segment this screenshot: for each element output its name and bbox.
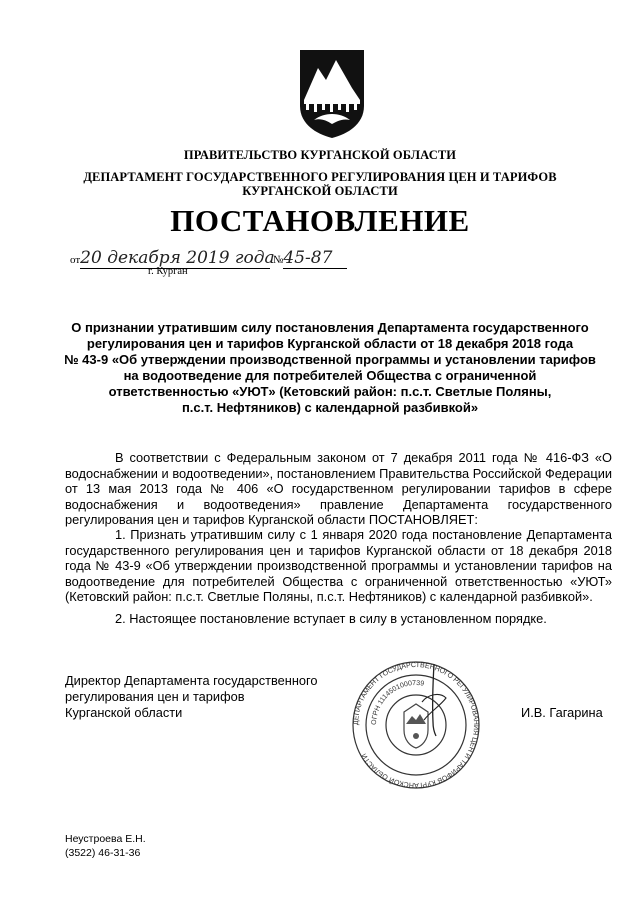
city-label: г. Курган bbox=[148, 266, 188, 277]
position-line: регулирования цен и тарифов bbox=[65, 689, 245, 704]
coat-of-arms-emblem bbox=[296, 48, 368, 140]
government-name: ПРАВИТЕЛЬСТВО КУРГАНСКОЙ ОБЛАСТИ bbox=[183, 148, 457, 162]
date-number-row bbox=[70, 248, 347, 269]
executor-phone: (3522) 46-31-36 bbox=[65, 846, 141, 859]
position-line: Курганской области bbox=[65, 705, 183, 720]
subject-line: п.с.т. Нефтяников) с календарной разбивкой» bbox=[181, 400, 479, 415]
subject-line: на водоотведение для потребителей Общества с ограниченной bbox=[123, 368, 537, 383]
number-label: № bbox=[272, 254, 284, 266]
handwritten-signature bbox=[400, 662, 470, 742]
handwritten-date: 20 декабря 2019 года bbox=[80, 248, 275, 268]
signatory-name: И.В. Гагарина bbox=[521, 705, 603, 720]
stamp-inner-text: ОГРН 1114501000739 bbox=[370, 679, 425, 726]
executor-info bbox=[65, 833, 146, 860]
department-name-line2: КУРГАНСКОЙ ОБЛАСТИ bbox=[242, 184, 398, 198]
subject-line: О признании утратившим силу постановления Департамента государственного bbox=[71, 320, 589, 335]
department-name-line1: ДЕПАРТАМЕНТ ГОСУДАРСТВЕННОГО РЕГУЛИРОВАНИЯ ЦЕН И ТАРИФОВ bbox=[83, 170, 557, 184]
executor-name: Неустроева Е.Н. bbox=[65, 833, 146, 845]
body-paragraph-item-1: 1. Признать утратившим силу с 1 января 2020 года постановление Департамента государственного регулирования цен и тарифов Курганской области от 18 декабря 2018 года № 43-9 «Об утверждении производственной программы и установлении тарифов на водоотведение для потребителей Общества с ограниченной ответственностью «УЮТ» (Кетовский район: п.с.т. Светлые Поляны, п.с.т. Нефтяников) с календарной разбивкой». bbox=[65, 527, 612, 604]
body-paragraph-item-2: 2. Настоящее постановление вступает в силу в установленном порядке. bbox=[115, 611, 547, 626]
document-subject bbox=[50, 320, 610, 416]
position-line: Директор Департамента государственного bbox=[65, 673, 318, 688]
signatory-position bbox=[65, 673, 318, 721]
subject-line: регулирования цен и тарифов Курганской области от 18 декабря 2018 года bbox=[86, 336, 574, 351]
subject-line: № 43-9 «Об утверждении производственной программы и установлении тарифов bbox=[64, 352, 596, 367]
body-paragraph-preamble: В соответствии с Федеральным законом от 7 декабря 2011 года № 416-ФЗ «О водоснабжении и водоотведении», постановлением Правительства Российской Федерации от 13 мая 2013 года № 406 «О государственном регулировании тарифов в сфере водоснабжения и водоотведения» правление Департамента государственного регулирования цен и тарифов Курганской области ПОСТАНОВЛЯЕТ: bbox=[65, 450, 612, 527]
handwritten-number: 45-87 bbox=[283, 248, 333, 268]
date-prefix: от bbox=[70, 254, 81, 266]
document-title: ПОСТАНОВЛЕНИЕ bbox=[170, 203, 470, 238]
stamp-outer-text: ДЕПАРТАМЕНТ ГОСУДАРСТВЕННОГО РЕГУЛИРОВАНИЯ ЦЕН И ТАРИФОВ КУРГАНСКОЙ ОБЛАСТИ bbox=[352, 661, 480, 789]
subject-line: ответственностью «УЮТ» (Кетовский район: п.с.т. Светлые Поляны, bbox=[108, 384, 552, 399]
